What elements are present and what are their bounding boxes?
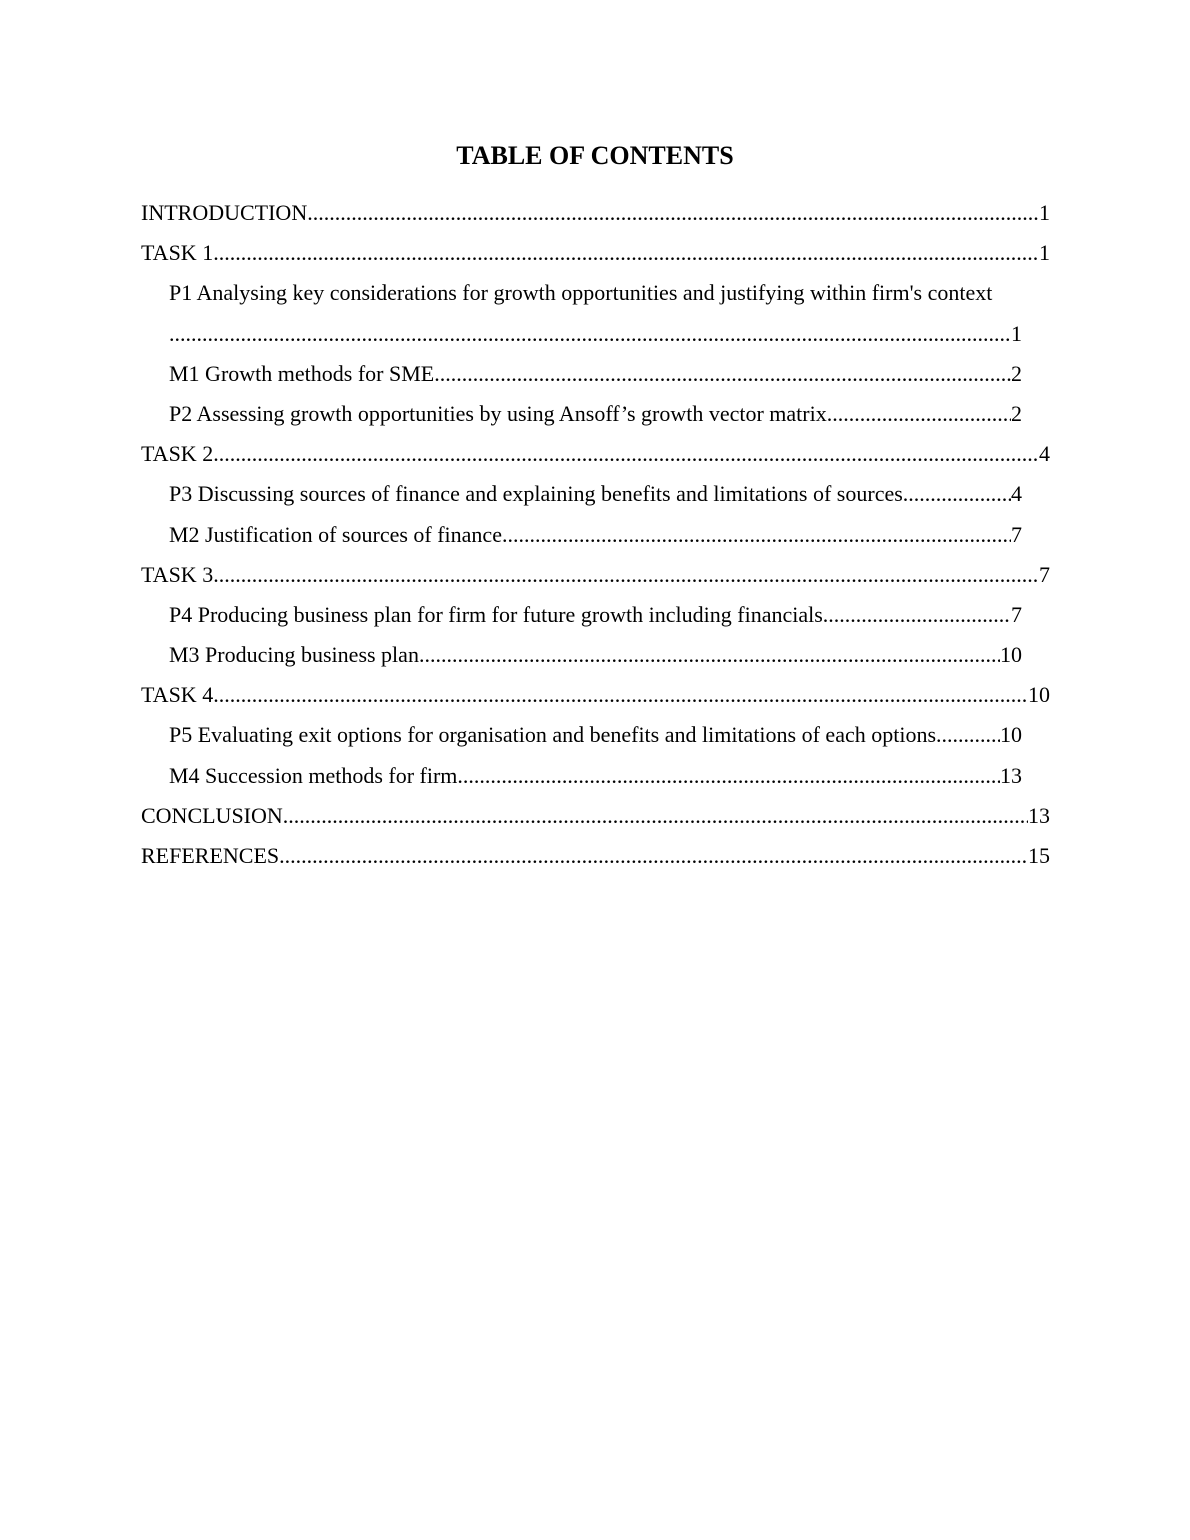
toc-page-number: 1 [1039,200,1050,225]
toc-entry-label: TASK 2 [141,441,214,467]
toc-entry-label: M2 Justification of sources of finance [169,521,502,547]
toc-entry[interactable] [141,437,1050,477]
toc-entry-label: INTRODUCTION [141,200,308,225]
toc-entry[interactable] [141,678,1050,718]
toc-entry[interactable] [141,839,1050,879]
toc-page-number: 1 [1039,240,1050,266]
toc-entry[interactable] [169,598,1022,638]
toc-entry-label: M1 Growth methods for SME [169,360,435,386]
toc-entry-label: P3 Discussing sources of finance and explaining benefits and limitations of sources [169,481,903,507]
toc-entry[interactable] [141,196,1050,236]
toc-entry[interactable] [169,276,1022,356]
toc-dot-leader [169,317,1011,351]
toc-dot-leader [283,799,1028,833]
toc-entry-label: P5 Evaluating exit options for organisation and benefits and limitations of each options [169,722,937,748]
toc-entry-label: M3 Producing business plan [169,642,419,668]
toc-entry-label: TASK 1 [141,240,214,266]
toc-page-number: 2 [1011,400,1022,426]
toc-title: TABLE OF CONTENTS [456,141,734,170]
toc-entry[interactable] [169,518,1022,558]
toc-entry[interactable] [169,357,1022,397]
toc-page-number: 7 [1039,561,1050,587]
toc-entry-label: TASK 3 [141,561,214,587]
toc-entry-label: P4 Producing business plan for firm for future growth including financials [169,601,823,627]
toc-entry-label: TASK 4 [141,682,214,708]
toc-entry[interactable] [169,397,1022,437]
toc-dot-leader [827,397,1011,431]
toc-entry[interactable] [169,477,1022,517]
toc-dot-leader [213,437,1039,471]
toc-page-number: 13 [1028,802,1050,828]
toc-page-number: 4 [1011,481,1022,507]
toc-dot-leader [457,759,1000,793]
toc-dot-leader [502,518,1011,552]
toc-entry-label: M4 Succession methods for firm [169,762,458,788]
toc-page-number: 10 [1000,642,1022,668]
toc-entry-label: CONCLUSION [141,802,283,828]
toc-entry[interactable] [169,759,1022,799]
toc-entry-continuation [169,317,1022,357]
toc-entry-label: REFERENCES [141,843,280,869]
toc-page-number: 4 [1039,441,1050,467]
toc-dot-leader [434,357,1011,391]
toc-list [0,196,1190,879]
toc-entry-label: P2 Assessing growth opportunities by using Ansoff’s growth vector matrix [169,400,827,426]
toc-page-number: 7 [1011,601,1022,627]
toc-dot-leader [419,638,1000,672]
toc-entry[interactable] [141,236,1050,276]
toc-entry-label: P1 Analysing key considerations for growth opportunities and justifying within firm's context [169,280,993,306]
toc-entry[interactable] [169,718,1022,758]
toc-dot-leader [307,196,1039,230]
toc-page-number: 15 [1028,843,1050,869]
toc-dot-leader [279,839,1028,873]
toc-dot-leader [213,558,1039,592]
toc-dot-leader [903,477,1011,511]
toc-page-number: 1 [1011,320,1022,346]
toc-page-number: 13 [1000,762,1022,788]
toc-page-number: 10 [1000,722,1022,748]
toc-dot-leader [213,678,1028,712]
toc-entry[interactable] [141,799,1050,839]
toc-dot-leader [936,718,1000,752]
toc-entry[interactable] [169,638,1022,678]
toc-page-number: 10 [1028,682,1050,708]
toc-entry[interactable] [141,558,1050,598]
toc-page-number: 2 [1011,360,1022,386]
toc-dot-leader [213,236,1039,270]
toc-page-number: 7 [1011,521,1022,547]
toc-dot-leader [823,598,1011,632]
